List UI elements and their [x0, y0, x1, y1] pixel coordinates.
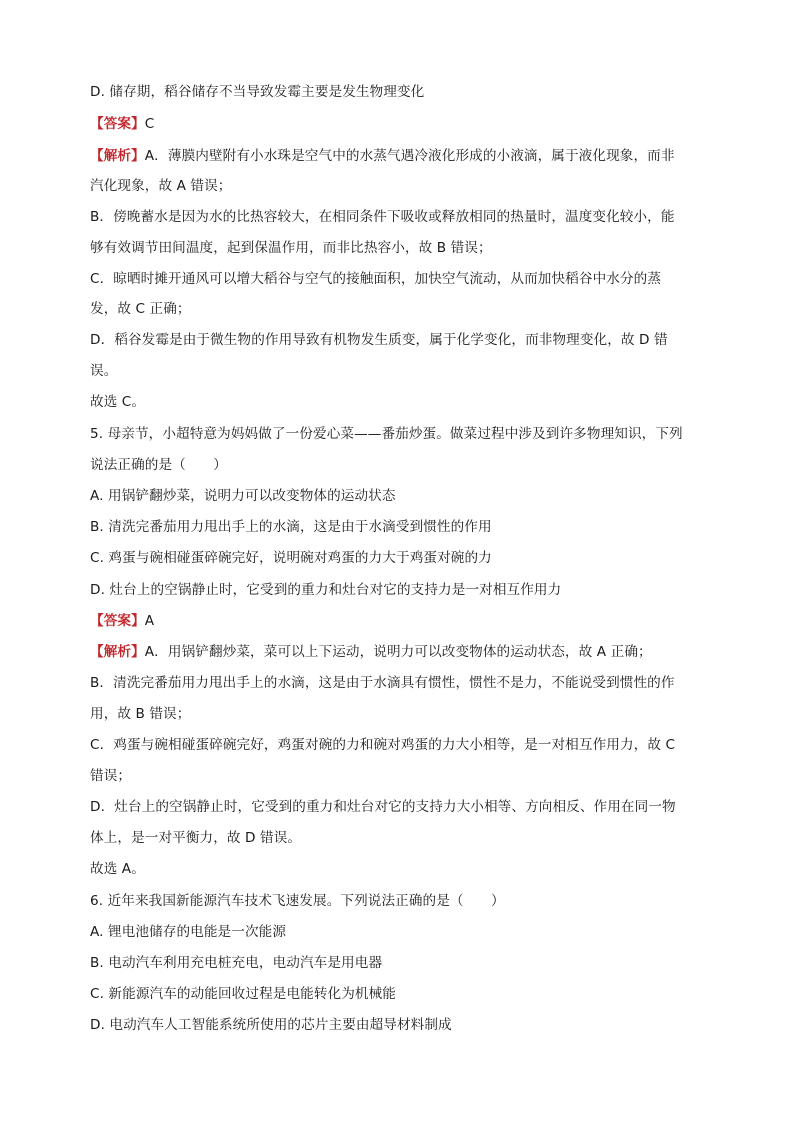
q5-option-b: B. 清洗完番茄用力甩出手上的水滴，这是由于水滴受到惯性的作用	[90, 519, 492, 535]
q5-stem-line-2: 说法正确的是（ ）	[90, 457, 227, 473]
q5-analysis-line-2: B．清洗完番茄用力甩出手上的水滴，这是由于水滴具有惯性，惯性不是力，不能说受到惯性的作	[90, 675, 675, 691]
q4-conclusion: 故选 C。	[90, 394, 146, 410]
q5-option-c: C. 鸡蛋与碗相碰蛋碎碗完好，说明碗对鸡蛋的力大于鸡蛋对碗的力	[90, 550, 492, 566]
answer-tag: 【答案】	[90, 116, 145, 132]
analysis-tag: 【解析】	[90, 148, 145, 164]
q4-analysis-line-5: C．晾晒时摊开通风可以增大稻谷与空气的接触面积，加快空气流动，从而加快稻谷中水分的蒸	[90, 271, 662, 287]
q5-answer-line	[90, 611, 710, 631]
q5-answer: A	[144, 613, 155, 629]
q5-analysis-line-1: 【解析】A．用锅铲翻炒菜，菜可以上下运动，说明力可以改变物体的运动状态，故 A 正确；	[90, 644, 652, 660]
q4-analysis-line-4: 够有效调节田间温度，起到保温作用，而非比热容小，故 B 错误；	[90, 240, 492, 256]
answer-tag: 【答案】	[90, 613, 145, 629]
q5-analysis-line-3: 用，故 B 错误；	[90, 706, 191, 722]
q6-option-c: C. 新能源汽车的动能回收过程是电能转化为机械能	[90, 986, 397, 1002]
q6-option-a: A. 锂电池储存的电能是一次能源	[90, 924, 287, 940]
q4-answer: C	[144, 116, 155, 132]
q5-stem-line-1: 5. 母亲节，小超特意为妈妈做了一份爱心菜——番茄炒蛋。做菜过程中涉及到许多物理知识，下列	[90, 426, 683, 442]
q5-analysis-line-6: D．灶台上的空锅静止时，它受到的重力和灶台对它的支持力大小相等、方向相反、作用在同一物	[90, 799, 676, 815]
q4-analysis-line-3: B．傍晚蓄水是因为水的比热容较大，在相同条件下吸收或释放相同的热量时，温度变化较小，能	[90, 209, 675, 225]
q4-analysis-line-2: 汽化现象，故 A 错误；	[90, 178, 232, 194]
q6-option-b: B. 电动汽车利用充电桩充电，电动汽车是用电器	[90, 955, 383, 971]
q6-stem: 6. 近年来我国新能源汽车技术飞速发展。下列说法正确的是（ ）	[90, 893, 505, 909]
q4-option-d: D. 储存期，稻谷储存不当导致发霉主要是发生物理变化	[90, 84, 425, 100]
q5-option-d: D. 灶台上的空锅静止时，它受到的重力和灶台对它的支持力是一对相互作用力	[90, 582, 562, 598]
q5-analysis-line-4: C．鸡蛋与碗相碰蛋碎碗完好，鸡蛋对碗的力和碗对鸡蛋的力大小相等，是一对相互作用力，故 C	[90, 737, 676, 753]
q4-analysis-line-6: 发，故 C 正确；	[90, 301, 191, 317]
q4-answer-line	[90, 114, 710, 134]
q6-option-d: D. 电动汽车人工智能系统所使用的芯片主要由超导材料制成	[90, 1017, 452, 1033]
q5-option-a: A. 用锅铲翻炒菜，说明力可以改变物体的运动状态	[90, 488, 396, 504]
q4-analysis-line-1: 【解析】A．薄膜内壁附有小水珠是空气中的水蒸气遇冷液化形成的小液滴，属于液化现象，而非	[90, 148, 675, 164]
q5-conclusion: 故选 A。	[90, 861, 145, 877]
q4-analysis-line-8: 误。	[90, 363, 118, 379]
q4-analysis-line-7: D．稻谷发霉是由于微生物的作用导致有机物发生质变，属于化学变化，而非物理变化，故 D 错	[90, 332, 668, 348]
q5-analysis-line-7: 体上，是一对平衡力，故 D 错误。	[90, 830, 302, 846]
q5-analysis-line-5: 错误；	[90, 768, 132, 784]
analysis-tag: 【解析】	[90, 644, 145, 660]
